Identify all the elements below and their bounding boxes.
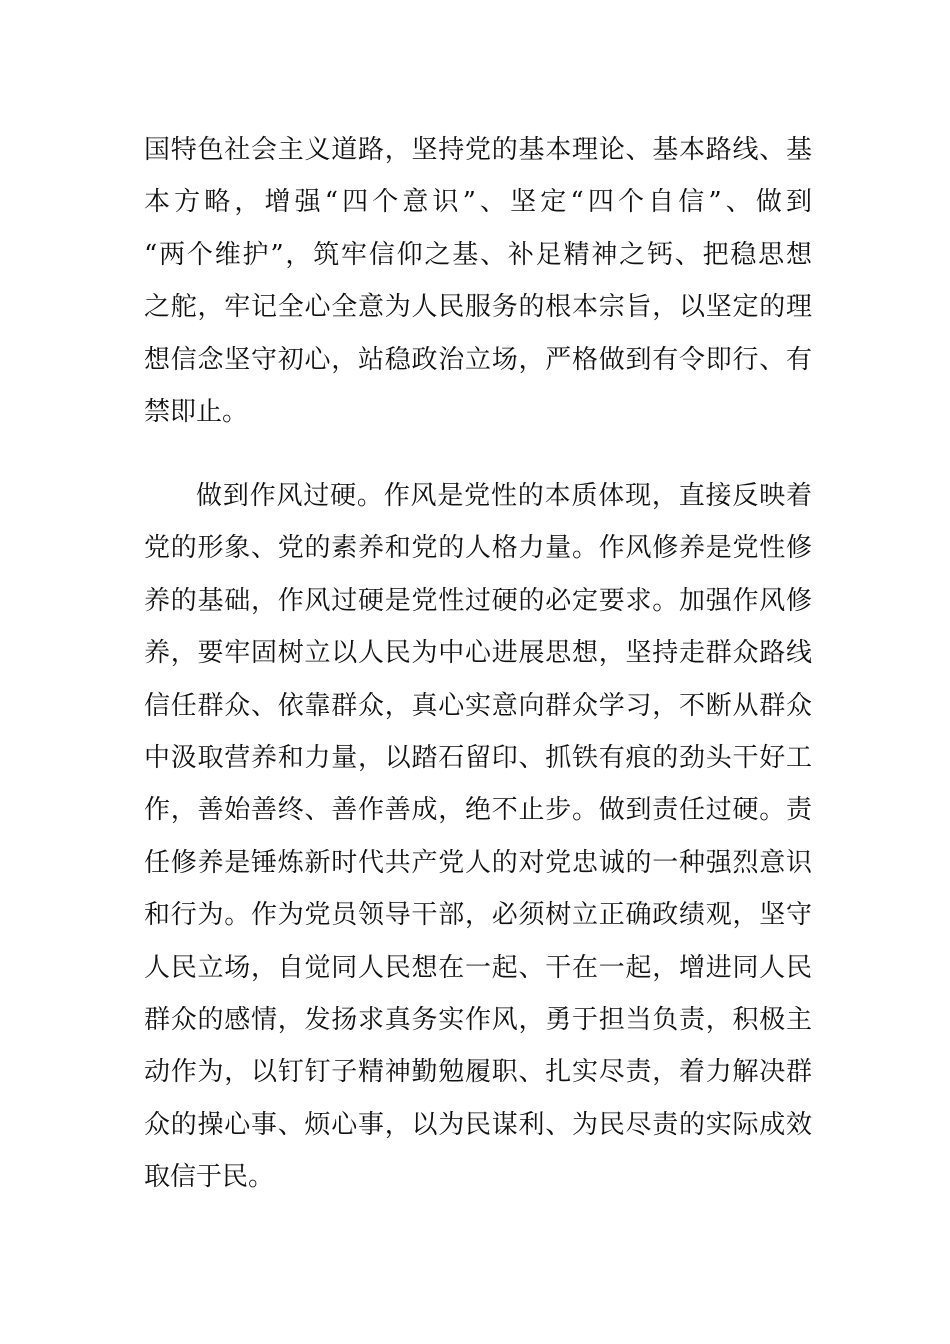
paragraph-line: 本方略，增强“四个意识”、坚定“四个自信”、做到 <box>144 187 812 218</box>
paragraph-line: 党的形象、党的素养和党的人格力量。作风修养是党性修 <box>144 533 812 564</box>
paragraph-line: 作，善始善终、善作善成，绝不止步。做到责任过硬。责 <box>144 795 812 826</box>
paragraph-line: 群众的感情，发扬求真务实作风，勇于担当负责，积极主 <box>144 1004 812 1035</box>
paragraph-line: 之舵，牢记全心全意为人民服务的根本宗旨，以坚定的理 <box>144 292 812 323</box>
paragraph-line: 禁即止。 <box>144 396 249 427</box>
paragraph-line: 取信于民。 <box>144 1162 275 1193</box>
paragraph-line: 国特色社会主义道路，坚持党的基本理论、基本路线、基 <box>144 135 812 165</box>
paragraph-line: 养，要牢固树立以人民为中心进展思想，坚持走群众路线 <box>144 638 812 669</box>
paragraph-line: 动作为，以钉钉子精神勤勉履职、扎实尽责，着力解决群 <box>144 1057 812 1088</box>
paragraph-line: 人民立场，自觉同人民想在一起、干在一起，增进同人民 <box>144 952 812 983</box>
paragraph-line: “两个维护”，筑牢信仰之基、补足精神之钙、把稳思想 <box>144 239 812 270</box>
paragraph-line: 信任群众、依靠群众，真心实意向群众学习，不断从群众 <box>144 690 812 721</box>
paragraph-line: 众的操心事、烦心事，以为民谋利、为民尽责的实际成效 <box>144 1109 812 1140</box>
paragraph-line: 想信念坚守初心，站稳政治立场，严格做到有令即行、有 <box>144 344 812 375</box>
paragraph-2 <box>144 470 812 1203</box>
paragraph-line: 养的基础，作风过硬是党性过硬的必定要求。加强作风修 <box>144 585 812 616</box>
paragraph-line: 做到作风过硬。作风是党性的本质体现，直接反映着 <box>196 481 812 511</box>
paragraph-line: 任修养是锤炼新时代共产党人的对党忠诚的一种强烈意识 <box>144 847 812 878</box>
paragraph-line: 中汲取营养和力量，以踏石留印、抓铁有痕的劲头干好工 <box>144 742 812 773</box>
paragraph-line: 和行为。作为党员领导干部，必须树立正确政绩观，坚守 <box>144 900 812 931</box>
paragraph-1 <box>144 124 812 438</box>
